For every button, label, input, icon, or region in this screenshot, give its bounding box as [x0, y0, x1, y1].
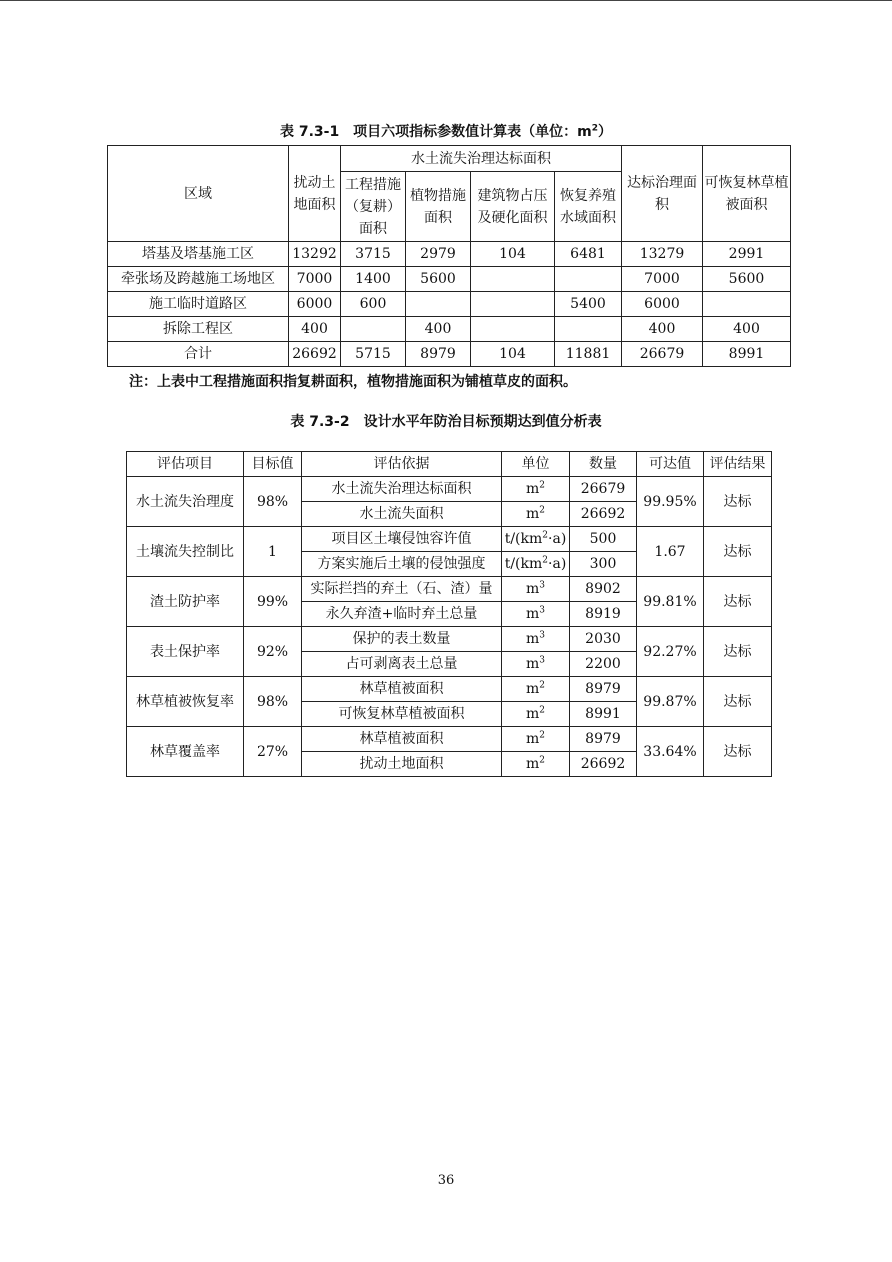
evaluation-result: 达标 [704, 627, 772, 677]
area-value: 400 [622, 317, 703, 342]
table2-caption: 表 7.3-2 设计水平年防治目标预期达到值分析表 [290, 414, 602, 430]
area-value: 5715 [341, 342, 406, 367]
unit: $m^2$ [502, 702, 570, 727]
evaluation-item: 土壤流失控制比 [127, 527, 244, 577]
area-value: 2979 [406, 242, 471, 267]
header-water-area: 恢复养殖水域面积 [555, 172, 622, 242]
quantity: 26692 [570, 502, 637, 527]
header-disturbed-area: 扰动土地面积 [289, 146, 341, 242]
area-value: 400 [406, 317, 471, 342]
area-value [471, 292, 555, 317]
evaluation-basis: 水土流失治理达标面积 [302, 477, 502, 502]
area-value: 104 [471, 342, 555, 367]
area-value: 26692 [289, 342, 341, 367]
target-value: 92% [244, 627, 302, 677]
unit: $t/(km^2\cdot a)$ [502, 552, 570, 577]
evaluation-basis: 水土流失面积 [302, 502, 502, 527]
achievable-value: 92.27% [637, 627, 704, 677]
area-value: 5600 [703, 267, 791, 292]
area-value [406, 292, 471, 317]
table2-header-cell: 数量 [570, 452, 637, 477]
unit: $m^2$ [502, 752, 570, 777]
area-value: 7000 [289, 267, 341, 292]
area-value: 400 [289, 317, 341, 342]
achievable-value: 99.87% [637, 677, 704, 727]
table2-header-row [127, 452, 772, 477]
evaluation-item: 水土流失治理度 [127, 477, 244, 527]
header-engineering-area: 工程措施（复耕）面积 [341, 172, 406, 242]
quantity: 500 [570, 527, 637, 552]
evaluation-result: 达标 [704, 477, 772, 527]
table1-row [108, 292, 791, 317]
area-value: 400 [703, 317, 791, 342]
evaluation-basis: 方案实施后土壤的侵蚀强度 [302, 552, 502, 577]
quantity: 8979 [570, 727, 637, 752]
table2-row [127, 477, 772, 502]
area-value: 13279 [622, 242, 703, 267]
table1-row [108, 242, 791, 267]
evaluation-basis: 林草植被面积 [302, 727, 502, 752]
unit: $m^3$ [502, 652, 570, 677]
evaluation-basis: 项目区土壤侵蚀容许值 [302, 527, 502, 552]
area-value: 6481 [555, 242, 622, 267]
table2-header-cell: 可达值 [637, 452, 704, 477]
table2-row [127, 727, 772, 752]
unit: $t/(km^2\cdot a)$ [502, 527, 570, 552]
area-value [555, 267, 622, 292]
evaluation-item: 林草覆盖率 [127, 727, 244, 777]
target-value: 27% [244, 727, 302, 777]
quantity: 8919 [570, 602, 637, 627]
achievable-value: 99.95% [637, 477, 704, 527]
table1-row [108, 267, 791, 292]
table2-header-cell: 评估依据 [302, 452, 502, 477]
table1-row [108, 317, 791, 342]
table2-body [127, 452, 772, 777]
area-value: 13292 [289, 242, 341, 267]
area-value: 5600 [406, 267, 471, 292]
region-name: 拆除工程区 [108, 317, 289, 342]
header-treated-area-group: 水土流失治理达标面积 [341, 146, 622, 172]
table2-row [127, 577, 772, 602]
area-value [471, 317, 555, 342]
table1-note: 注：上表中工程措施面积指复耕面积，植物措施面积为铺植草皮的面积。 [129, 374, 577, 390]
region-name: 合计 [108, 342, 289, 367]
quantity: 26679 [570, 477, 637, 502]
unit: $m^2$ [502, 677, 570, 702]
table2-row [127, 527, 772, 552]
evaluation-item: 林草植被恢复率 [127, 677, 244, 727]
table1-body [108, 242, 791, 367]
area-value: 11881 [555, 342, 622, 367]
indicator-parameter-table [107, 145, 791, 367]
area-value: 8979 [406, 342, 471, 367]
target-value: 98% [244, 477, 302, 527]
area-value: 7000 [622, 267, 703, 292]
evaluation-item: 表土保护率 [127, 627, 244, 677]
area-value: 3715 [341, 242, 406, 267]
region-name: 牵张场及跨越施工场地区 [108, 267, 289, 292]
evaluation-basis: 可恢复林草植被面积 [302, 702, 502, 727]
quantity: 300 [570, 552, 637, 577]
table2-header-cell: 评估项目 [127, 452, 244, 477]
target-analysis-table [126, 451, 772, 777]
unit: $m^3$ [502, 577, 570, 602]
table1-row [108, 342, 791, 367]
quantity: 8902 [570, 577, 637, 602]
quantity: 8991 [570, 702, 637, 727]
evaluation-basis: 保护的表土数量 [302, 627, 502, 652]
evaluation-basis: 实际拦挡的弃土（石、渣）量 [302, 577, 502, 602]
quantity: 8979 [570, 677, 637, 702]
evaluation-result: 达标 [704, 577, 772, 627]
table2-row [127, 627, 772, 652]
area-value: 1400 [341, 267, 406, 292]
area-value: 8991 [703, 342, 791, 367]
unit: $m^3$ [502, 627, 570, 652]
page-number: 36 [437, 1173, 455, 1188]
quantity: 2200 [570, 652, 637, 677]
table1-caption: 表 7.3-1 项目六项指标参数值计算表（单位：$m^2$） [279, 123, 613, 140]
evaluation-result: 达标 [704, 527, 772, 577]
table2-header-cell: 单位 [502, 452, 570, 477]
unit: $m^2$ [502, 477, 570, 502]
header-restorable-area: 可恢复林草植被面积 [703, 146, 791, 242]
area-value: 26679 [622, 342, 703, 367]
evaluation-basis: 林草植被面积 [302, 677, 502, 702]
area-value [471, 267, 555, 292]
header-region: 区域 [108, 146, 289, 242]
quantity: 26692 [570, 752, 637, 777]
area-value: 600 [341, 292, 406, 317]
unit: $m^3$ [502, 602, 570, 627]
target-value: 99% [244, 577, 302, 627]
evaluation-result: 达标 [704, 677, 772, 727]
area-value: 6000 [622, 292, 703, 317]
quantity: 2030 [570, 627, 637, 652]
area-value: 5400 [555, 292, 622, 317]
region-name: 塔基及塔基施工区 [108, 242, 289, 267]
achievable-value: 33.64% [637, 727, 704, 777]
evaluation-basis: 永久弃渣+临时弃土总量 [302, 602, 502, 627]
area-value: 2991 [703, 242, 791, 267]
evaluation-basis: 扰动土地面积 [302, 752, 502, 777]
table2-header-cell: 评估结果 [704, 452, 772, 477]
area-value [341, 317, 406, 342]
evaluation-result: 达标 [704, 727, 772, 777]
unit: $m^2$ [502, 727, 570, 752]
achievable-value: 1.67 [637, 527, 704, 577]
evaluation-basis: 占可剥离表土总量 [302, 652, 502, 677]
achievable-value: 99.81% [637, 577, 704, 627]
header-building-area: 建筑物占压及硬化面积 [471, 172, 555, 242]
table2-row [127, 677, 772, 702]
table2-header-cell: 目标值 [244, 452, 302, 477]
region-name: 施工临时道路区 [108, 292, 289, 317]
header-standard-area: 达标治理面积 [622, 146, 703, 242]
evaluation-item: 渣土防护率 [127, 577, 244, 627]
unit: $m^2$ [502, 502, 570, 527]
area-value: 6000 [289, 292, 341, 317]
header-plant-area: 植物措施面积 [406, 172, 471, 242]
area-value [703, 292, 791, 317]
target-value: 1 [244, 527, 302, 577]
target-value: 98% [244, 677, 302, 727]
area-value [555, 317, 622, 342]
top-rule [0, 0, 892, 1]
area-value: 104 [471, 242, 555, 267]
